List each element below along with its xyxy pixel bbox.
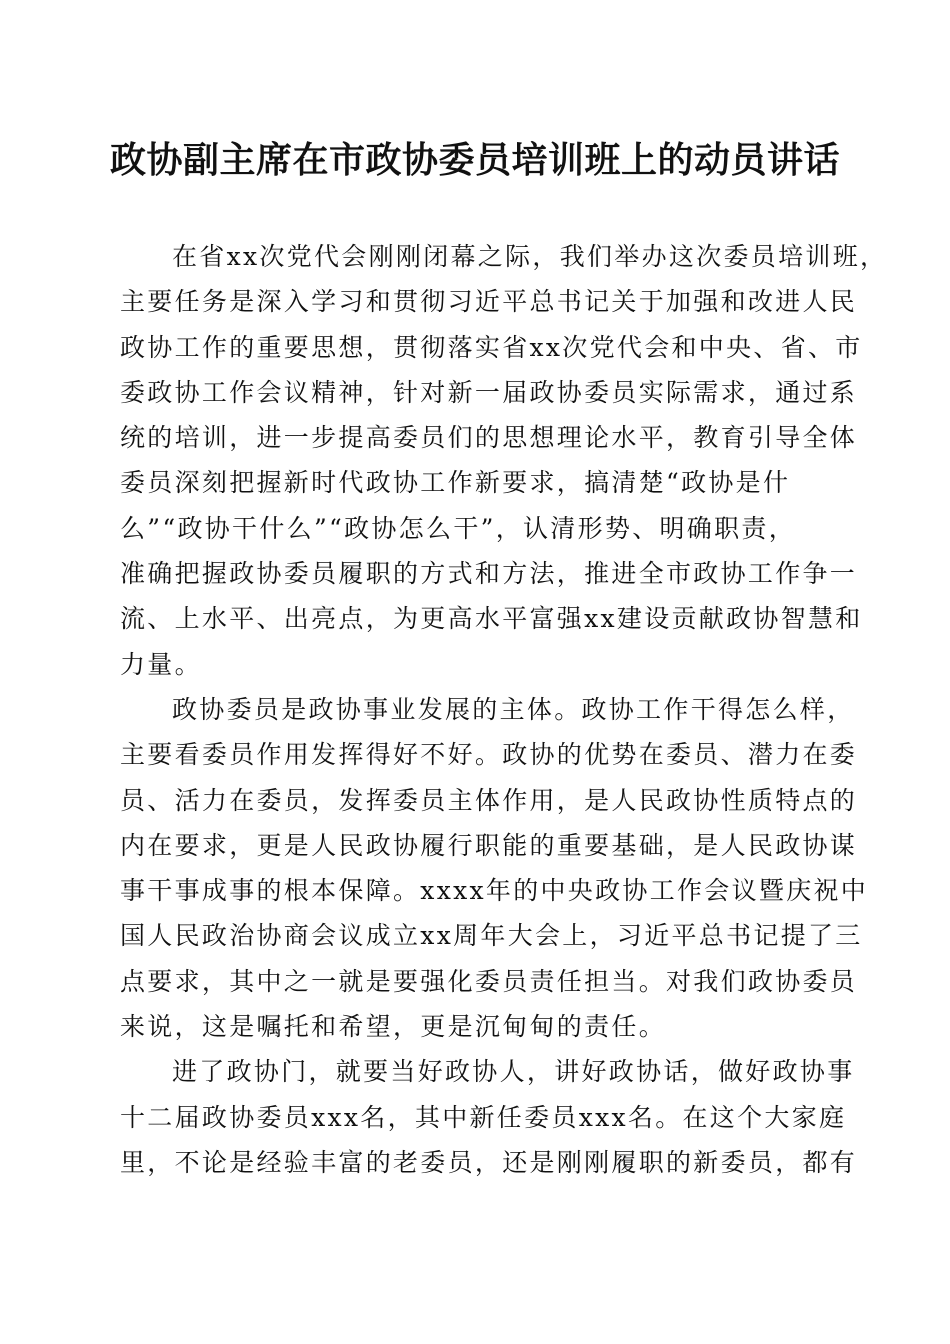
paragraph-2 [120, 687, 869, 1049]
text-line: 里，不论是经验丰富的老委员，还是刚刚履职的新委员，都有 [120, 1147, 858, 1177]
text-line: 来说，这是嘱托和希望，更是沉甸甸的责任。 [120, 1012, 667, 1042]
text-line: 在省xx次党代会刚刚闭幕之际，我们举办这次委员培训班， [172, 242, 888, 271]
text-line: 流、上水平、出亮点，为更高水平富强xx建设贡献政协智慧和 [120, 604, 863, 634]
document-title: 政协副主席在市政协委员培训班上的动员讲话 [109, 139, 840, 181]
text-line: 主要任务是深入学习和贯彻习近平总书记关于加强和改进人民 [120, 287, 858, 317]
text-line: 主要看委员作用发挥得好不好。政协的优势在委员、潜力在委 [120, 740, 858, 770]
text-line: 国人民政治协商会议成立xx周年大会上，习近平总书记提了三 [120, 921, 863, 951]
text-line: 委员深刻把握新时代政协工作新要求，搞清楚“政协是什 [120, 468, 791, 498]
text-line: 么”“政协干什么”“政协怎么干”，认清形势、明确职责， [120, 513, 797, 543]
paragraph-3 [120, 1049, 858, 1185]
document-body [120, 234, 888, 1185]
text-line: 准确把握政协委员履职的方式和方法，推进全市政协工作争一 [120, 559, 858, 589]
text-line: 政协工作的重要思想，贯彻落实省xx次党代会和中央、省、市 [120, 332, 863, 362]
text-line: 十二届政协委员xxx名，其中新任委员xxx名。在这个大家庭 [120, 1102, 847, 1132]
text-line: 力量。 [120, 649, 202, 679]
text-line: 员、活力在委员，发挥委员主体作用，是人民政协性质特点的 [120, 785, 858, 815]
text-line: 进了政协门，就要当好政协人，讲好政协话，做好政协事 [172, 1057, 855, 1087]
text-line: 内在要求，更是人民政协履行职能的重要基础，是人民政协谋 [120, 830, 858, 860]
text-line: 统的培训，进一步提高委员们的思想理论水平，教育引导全体 [120, 423, 858, 453]
paragraph-1 [120, 234, 888, 687]
text-line: 事干事成事的根本保障。xxxx年的中央政协工作会议暨庆祝中 [120, 876, 869, 906]
text-line: 政协委员是政协事业发展的主体。政协工作干得怎么样， [172, 694, 855, 724]
text-line: 委政协工作会议精神，针对新一届政协委员实际需求，通过系 [120, 377, 858, 407]
text-line: 点要求，其中之一就是要强化委员责任担当。对我们政协委员 [120, 966, 858, 996]
